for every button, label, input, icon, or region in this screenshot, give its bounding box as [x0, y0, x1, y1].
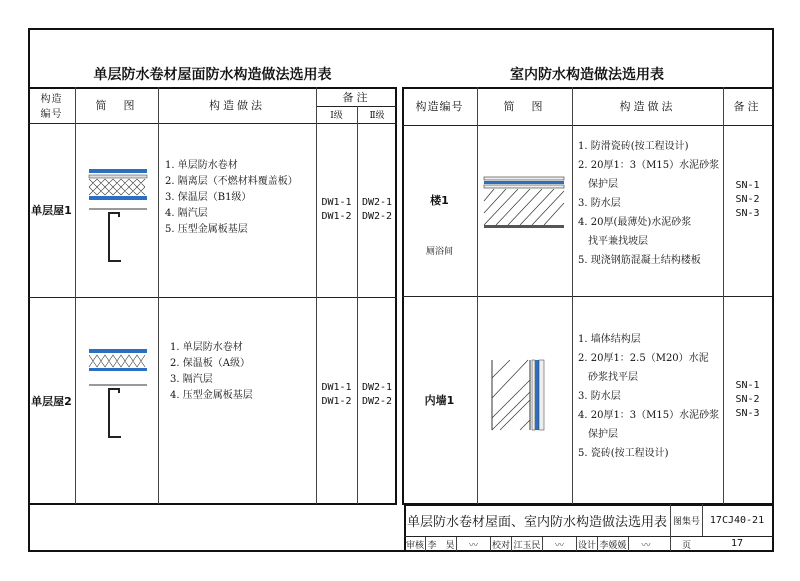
- step: 2. 隔离层（不燃材料覆盖板）: [165, 176, 298, 187]
- design-label: 设计: [577, 537, 598, 551]
- header-grade1: Ⅰ级: [330, 111, 343, 121]
- code: DW1-1: [321, 197, 352, 208]
- designer-name: 李媛媛: [598, 537, 629, 551]
- header-code: 构造编号: [415, 100, 464, 113]
- row-subname: 厕浴间: [425, 246, 453, 257]
- interior-wall-1-section-diagram: [490, 358, 550, 433]
- drawing-title: 单层防水卷材屋面、室内防水构造做法选用表: [406, 515, 667, 530]
- step: 找平兼找坡层: [578, 236, 648, 247]
- grade2-codes: [357, 360, 397, 430]
- step: 4. 20厚(最薄处)水泥砂浆: [578, 217, 692, 228]
- grade2-codes: [357, 123, 397, 297]
- grade1-codes: [316, 123, 357, 297]
- step: 4. 压型金属板基层: [170, 390, 253, 401]
- page-label: 页: [681, 540, 691, 551]
- header-code: [28, 87, 75, 123]
- header-method: 构造做法: [209, 99, 265, 112]
- reviewer-signature: 〰: [457, 537, 491, 551]
- roof-1-section-diagram: [85, 165, 155, 265]
- atlas-label: 图集号: [672, 517, 700, 527]
- code: DW2-2: [361, 211, 393, 222]
- code: SN-1: [735, 180, 760, 191]
- row-name: 单层屋1: [31, 204, 72, 217]
- step: 3. 隔汽层: [170, 374, 213, 385]
- step: 5. 瓷砖(按工程设计): [578, 448, 669, 459]
- checker-name: 江玉民: [512, 537, 543, 551]
- step: 5. 压型金属板基层: [165, 224, 248, 235]
- code: DW1-2: [321, 211, 352, 222]
- step: 1. 防滑瓷砖(按工程设计): [578, 141, 689, 152]
- code: DW2-1: [361, 382, 393, 393]
- check-label: 校对: [491, 537, 512, 551]
- step: 2. 20厚1：3（M15）水泥砂浆: [578, 160, 720, 171]
- step: 3. 防水层: [578, 391, 621, 402]
- step: 2. 保温板（A级）: [170, 358, 250, 369]
- row-name: 楼1: [430, 194, 449, 207]
- step: 4. 20厚1：3（M15）水泥砂浆: [578, 410, 720, 421]
- code: SN-3: [735, 408, 760, 419]
- method-steps: [578, 137, 723, 270]
- header-diagram: 简 图: [503, 100, 546, 113]
- checker-signature: 〰: [543, 537, 577, 551]
- code: SN-2: [735, 394, 760, 405]
- code: DW2-1: [361, 197, 393, 208]
- left-table-title: 单层防水卷材屋面防水构造做法选用表: [93, 67, 332, 83]
- header-grade2: Ⅱ级: [369, 111, 385, 121]
- row-name: 内墙1: [424, 394, 455, 407]
- step: 3. 防水层: [578, 198, 621, 209]
- notes-codes: [723, 375, 772, 425]
- code: DW1-2: [321, 396, 352, 407]
- reviewer-name: 李 昊: [426, 537, 457, 551]
- step: 保护层: [578, 429, 618, 440]
- step: 5. 现浇钢筋混凝土结构楼板: [578, 255, 701, 266]
- header-method: 构造做法: [619, 100, 676, 113]
- header-notes: 备注: [342, 90, 371, 104]
- code: DW2-2: [361, 396, 393, 407]
- grade1-codes: [316, 360, 357, 430]
- signature-row: [405, 537, 670, 551]
- step: 保护层: [578, 179, 618, 190]
- step: 1. 单层防水卷材: [170, 342, 243, 353]
- method-steps: [170, 340, 310, 404]
- notes-codes: [723, 175, 772, 225]
- right-table-title: 室内防水构造做法选用表: [510, 67, 664, 83]
- step: 2. 20厚1：2.5（M20）水泥: [578, 353, 709, 364]
- step: 4. 隔汽层: [165, 208, 208, 219]
- roof-2-section-diagram: [85, 345, 155, 445]
- review-label: 审核: [405, 537, 426, 551]
- row-name: 单层屋2: [31, 394, 72, 408]
- header-code-line2: 编号: [40, 109, 63, 120]
- page-number: 17: [730, 538, 744, 549]
- code: DW1-1: [321, 382, 352, 393]
- step: 3. 保温层（B1级）: [165, 192, 252, 203]
- floor-1-section-diagram: [482, 175, 567, 235]
- step: 1. 单层防水卷材: [165, 160, 238, 171]
- designer-signature: 〰: [641, 540, 651, 551]
- code: SN-1: [735, 380, 760, 391]
- header-code-line1: 构造: [40, 94, 63, 105]
- header-diagram: 简 图: [95, 99, 138, 112]
- step: 砂浆找平层: [578, 372, 638, 383]
- method-steps: [578, 330, 723, 463]
- code: SN-2: [735, 194, 760, 205]
- atlas-number: 17CJ40-21: [709, 514, 765, 526]
- step: 1. 墙体结构层: [578, 334, 641, 345]
- code: SN-3: [735, 208, 760, 219]
- header-notes: 备注: [733, 100, 762, 113]
- method-steps: [165, 158, 315, 238]
